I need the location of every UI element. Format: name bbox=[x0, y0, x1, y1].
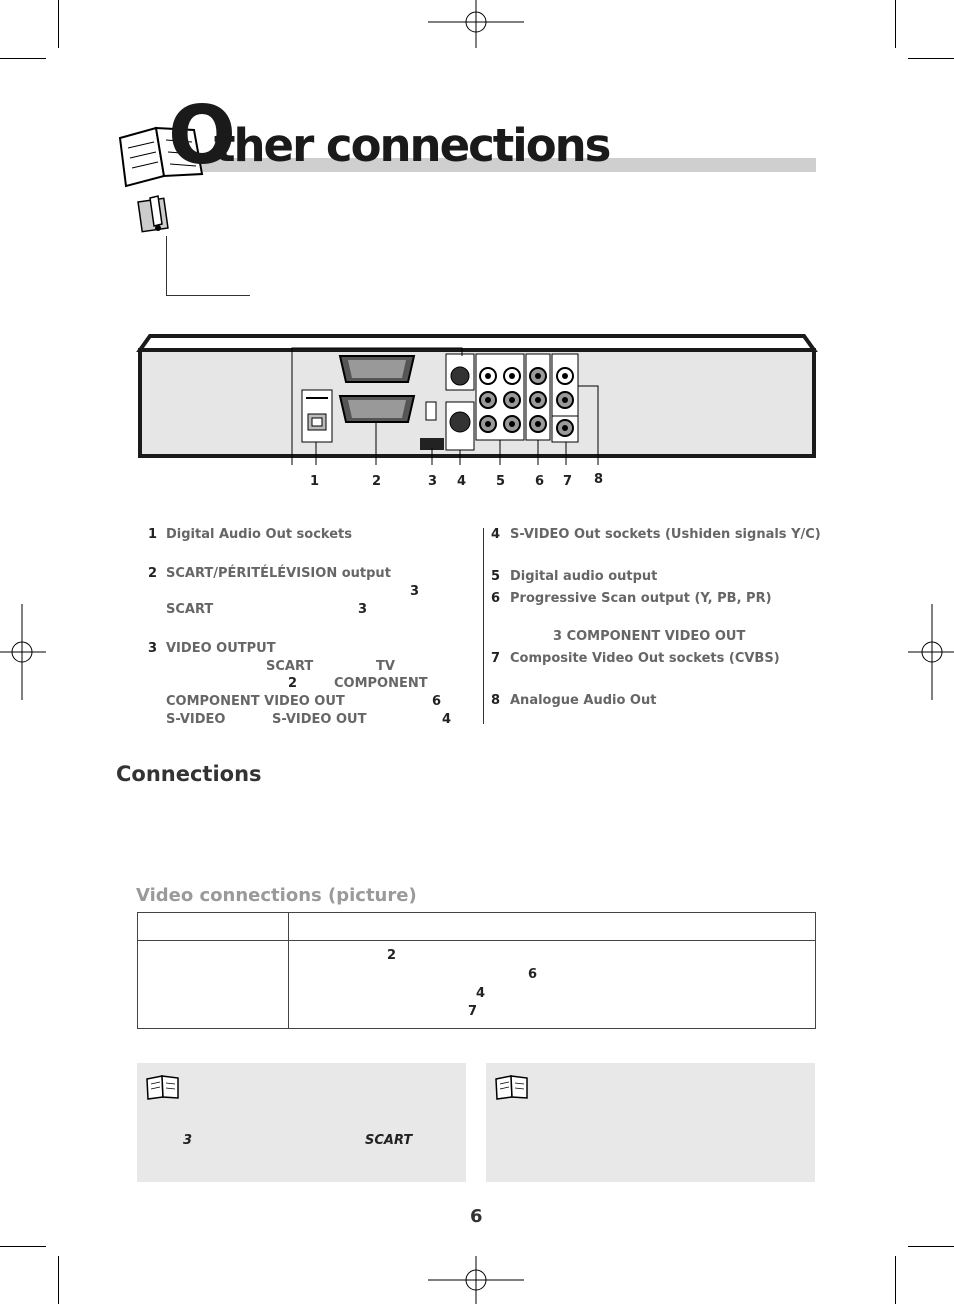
legend-item-text: Digital audio output bbox=[510, 569, 658, 584]
callout-2: 2 bbox=[372, 474, 382, 489]
callout-6: 6 bbox=[535, 474, 545, 489]
open-book-icon bbox=[145, 1073, 181, 1101]
note-ref-label: SCART bbox=[365, 1133, 413, 1148]
legend-item-text: Progressive Scan output (Y, PB, PR) bbox=[510, 591, 772, 606]
legend-item-text: Digital Audio Out sockets bbox=[166, 527, 352, 542]
legend-item-text: VIDEO OUTPUT bbox=[166, 641, 276, 656]
video-connections-heading: Video connections (picture) bbox=[136, 885, 417, 906]
legend-ref-num: 2 bbox=[288, 676, 298, 691]
note-bracket-horizontal bbox=[166, 295, 250, 296]
legend-item-text: COMPONENT bbox=[334, 676, 428, 691]
legend-num: 6 bbox=[491, 591, 501, 606]
video-connections-table bbox=[137, 912, 816, 1029]
table-header-cell bbox=[138, 913, 289, 941]
callout-1: 1 bbox=[310, 474, 320, 489]
registration-mark-left bbox=[0, 604, 46, 700]
legend-item-text: SCART bbox=[266, 659, 314, 674]
note-bracket-vertical bbox=[166, 236, 167, 296]
legend-column-divider bbox=[483, 528, 484, 724]
table-ref-num: 6 bbox=[528, 967, 538, 982]
table-header-cell bbox=[289, 913, 816, 941]
legend-num: 8 bbox=[491, 693, 501, 708]
device-rear-panel bbox=[136, 330, 818, 465]
note-box-left bbox=[137, 1063, 466, 1182]
legend-item-text: COMPONENT VIDEO OUT bbox=[166, 694, 345, 709]
legend-num: 5 bbox=[491, 569, 501, 584]
crop-mark bbox=[895, 1256, 896, 1304]
crop-mark bbox=[908, 1246, 954, 1247]
table-cell bbox=[289, 941, 816, 1029]
registration-mark-bottom bbox=[428, 1256, 524, 1304]
note-box-right bbox=[486, 1063, 815, 1182]
callout-5: 5 bbox=[496, 474, 506, 489]
open-book-icon bbox=[494, 1073, 530, 1101]
legend-ref-num: 4 bbox=[442, 712, 452, 727]
registration-mark-right bbox=[908, 604, 954, 700]
legend-num: 7 bbox=[491, 651, 501, 666]
table-cell bbox=[138, 941, 289, 1029]
note-hand-icon bbox=[136, 194, 176, 236]
page-title: ther connections bbox=[214, 119, 610, 172]
legend-num: 1 bbox=[148, 527, 158, 542]
callout-3: 3 bbox=[428, 474, 438, 489]
callout-4: 4 bbox=[457, 474, 467, 489]
crop-mark bbox=[58, 1256, 59, 1304]
legend-item-text: TV bbox=[376, 659, 395, 674]
crop-mark bbox=[895, 0, 896, 48]
table-ref-num: 4 bbox=[476, 986, 486, 1001]
table-ref-num: 2 bbox=[387, 948, 397, 963]
legend-item-text: S-VIDEO bbox=[166, 712, 226, 727]
crop-mark bbox=[0, 1246, 46, 1247]
page-number: 6 bbox=[470, 1206, 483, 1227]
legend-item-text: Composite Video Out sockets (CVBS) bbox=[510, 651, 780, 666]
legend-item-text: 3 COMPONENT VIDEO OUT bbox=[553, 629, 746, 644]
legend-num: 3 bbox=[148, 641, 158, 656]
legend-ref-num: 3 bbox=[410, 584, 420, 599]
callout-7: 7 bbox=[563, 474, 573, 489]
legend-item-text: SCART bbox=[166, 602, 214, 617]
registration-mark-top bbox=[428, 0, 524, 48]
legend-item-text: SCART/PÉRITÉLÉVISION output bbox=[166, 566, 391, 581]
crop-mark bbox=[0, 58, 46, 59]
callout-8: 8 bbox=[594, 472, 604, 487]
legend-item-text: S-VIDEO OUT bbox=[272, 712, 367, 727]
legend-num: 4 bbox=[491, 527, 501, 542]
legend-num: 2 bbox=[148, 566, 158, 581]
title-initial: O bbox=[168, 89, 235, 182]
crop-mark bbox=[908, 58, 954, 59]
legend-item-text: Analogue Audio Out bbox=[510, 693, 657, 708]
legend-item-text: S-VIDEO Out sockets (Ushiden signals Y/C) bbox=[510, 527, 821, 542]
crop-mark bbox=[58, 0, 59, 48]
connections-heading: Connections bbox=[116, 762, 262, 786]
table-ref-num: 7 bbox=[468, 1004, 478, 1019]
legend-ref-num: 6 bbox=[432, 694, 442, 709]
note-ref-num: 3 bbox=[183, 1133, 193, 1148]
legend-ref-num: 3 bbox=[358, 602, 368, 617]
